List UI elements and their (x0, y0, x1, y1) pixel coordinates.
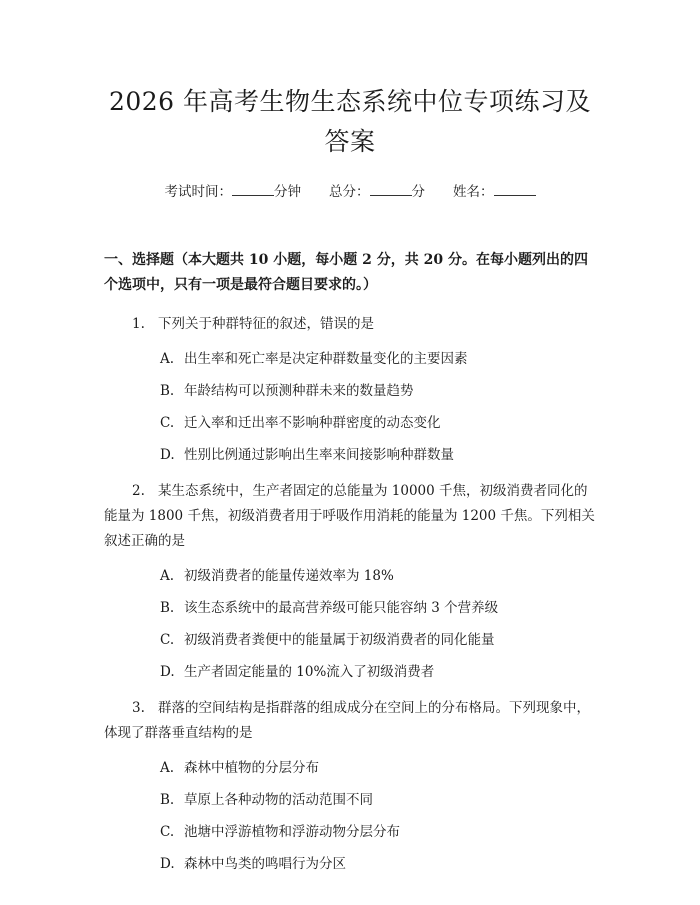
option-label: D. (160, 856, 175, 872)
question-text: 下列关于种群特征的叙述，错误的是 (158, 316, 374, 332)
question-number: 3. (132, 700, 145, 716)
option-text: 初级消费者的能量传递效率为 18% (184, 568, 394, 584)
option-text: 初级消费者粪便中的能量属于初级消费者的同化能量 (184, 632, 495, 648)
option-label: B. (160, 600, 175, 616)
option-b[interactable] (160, 381, 596, 401)
option-b[interactable] (160, 598, 596, 618)
option-label: C. (160, 415, 175, 431)
option-text: 池塘中浮游植物和浮游动物分层分布 (184, 824, 400, 840)
time-label: 考试时间： (164, 184, 232, 200)
question-1 (104, 312, 596, 465)
option-label: D. (160, 447, 175, 463)
option-label: B. (160, 383, 175, 399)
option-list (104, 758, 596, 874)
option-text: 性别比例通过影响出生率来间接影响种群数量 (184, 447, 454, 463)
option-list (104, 566, 596, 682)
score-blank (370, 183, 412, 196)
question-number: 2. (132, 483, 145, 499)
option-text: 草原上各种动物的活动范围不同 (184, 792, 373, 808)
option-label: D. (160, 664, 175, 680)
question-2 (104, 479, 596, 682)
option-a[interactable] (160, 566, 596, 586)
option-label: C. (160, 632, 175, 648)
option-label: A. (160, 351, 175, 367)
question-text: 某生态系统中，生产者固定的总能量为 10000 千焦，初级消费者同化的能量为 1800 千焦，初级消费者用于呼吸作用消耗的能量为 1200 千焦。下列相关叙述正确的是 (104, 483, 595, 549)
option-c[interactable] (160, 630, 596, 650)
page-title: 2026 年高考生物生态系统中位专项练习及答案 (108, 87, 592, 156)
question-stem (104, 312, 596, 337)
question-stem (104, 479, 596, 554)
option-d[interactable] (160, 662, 596, 682)
option-label: A. (160, 760, 175, 776)
option-text: 出生率和死亡率是决定种群数量变化的主要因素 (184, 351, 468, 367)
time-blank (232, 183, 274, 196)
question-number: 1. (132, 316, 145, 332)
exam-info (104, 182, 596, 202)
option-label: C. (160, 824, 175, 840)
option-text: 生产者固定能量的 10%流入了初级消费者 (184, 664, 435, 680)
option-a[interactable] (160, 349, 596, 369)
question-stem (104, 696, 596, 746)
option-label: A. (160, 568, 175, 584)
question-text: 群落的空间结构是指群落的组成成分在空间上的分布格局。下列现象中，体现了群落垂直结构的是 (104, 700, 590, 741)
name-label: 姓名： (453, 184, 494, 200)
option-c[interactable] (160, 822, 596, 842)
option-text: 该生态系统中的最高营养级可能只能容纳 3 个营养级 (184, 600, 499, 616)
option-label: B. (160, 792, 175, 808)
score-label: 总分： (329, 184, 370, 200)
option-c[interactable] (160, 413, 596, 433)
option-text: 迁入率和迁出率不影响种群密度的动态变化 (184, 415, 441, 431)
section-header: 一、选择题（本大题共 10 小题，每小题 2 分，共 20 分。在每小题列出的四个选项中，只有一项是最符合题目要求的。） (104, 252, 588, 293)
option-d[interactable] (160, 854, 596, 874)
option-d[interactable] (160, 445, 596, 465)
question-3 (104, 696, 596, 874)
option-list (104, 349, 596, 465)
option-text: 森林中植物的分层分布 (184, 760, 319, 776)
option-text: 年龄结构可以预测种群未来的数量趋势 (184, 383, 414, 399)
name-blank (494, 183, 536, 196)
score-unit: 分 (411, 184, 425, 200)
time-unit: 分钟 (274, 184, 301, 200)
option-b[interactable] (160, 790, 596, 810)
option-a[interactable] (160, 758, 596, 778)
option-text: 森林中鸟类的鸣唱行为分区 (184, 856, 346, 872)
